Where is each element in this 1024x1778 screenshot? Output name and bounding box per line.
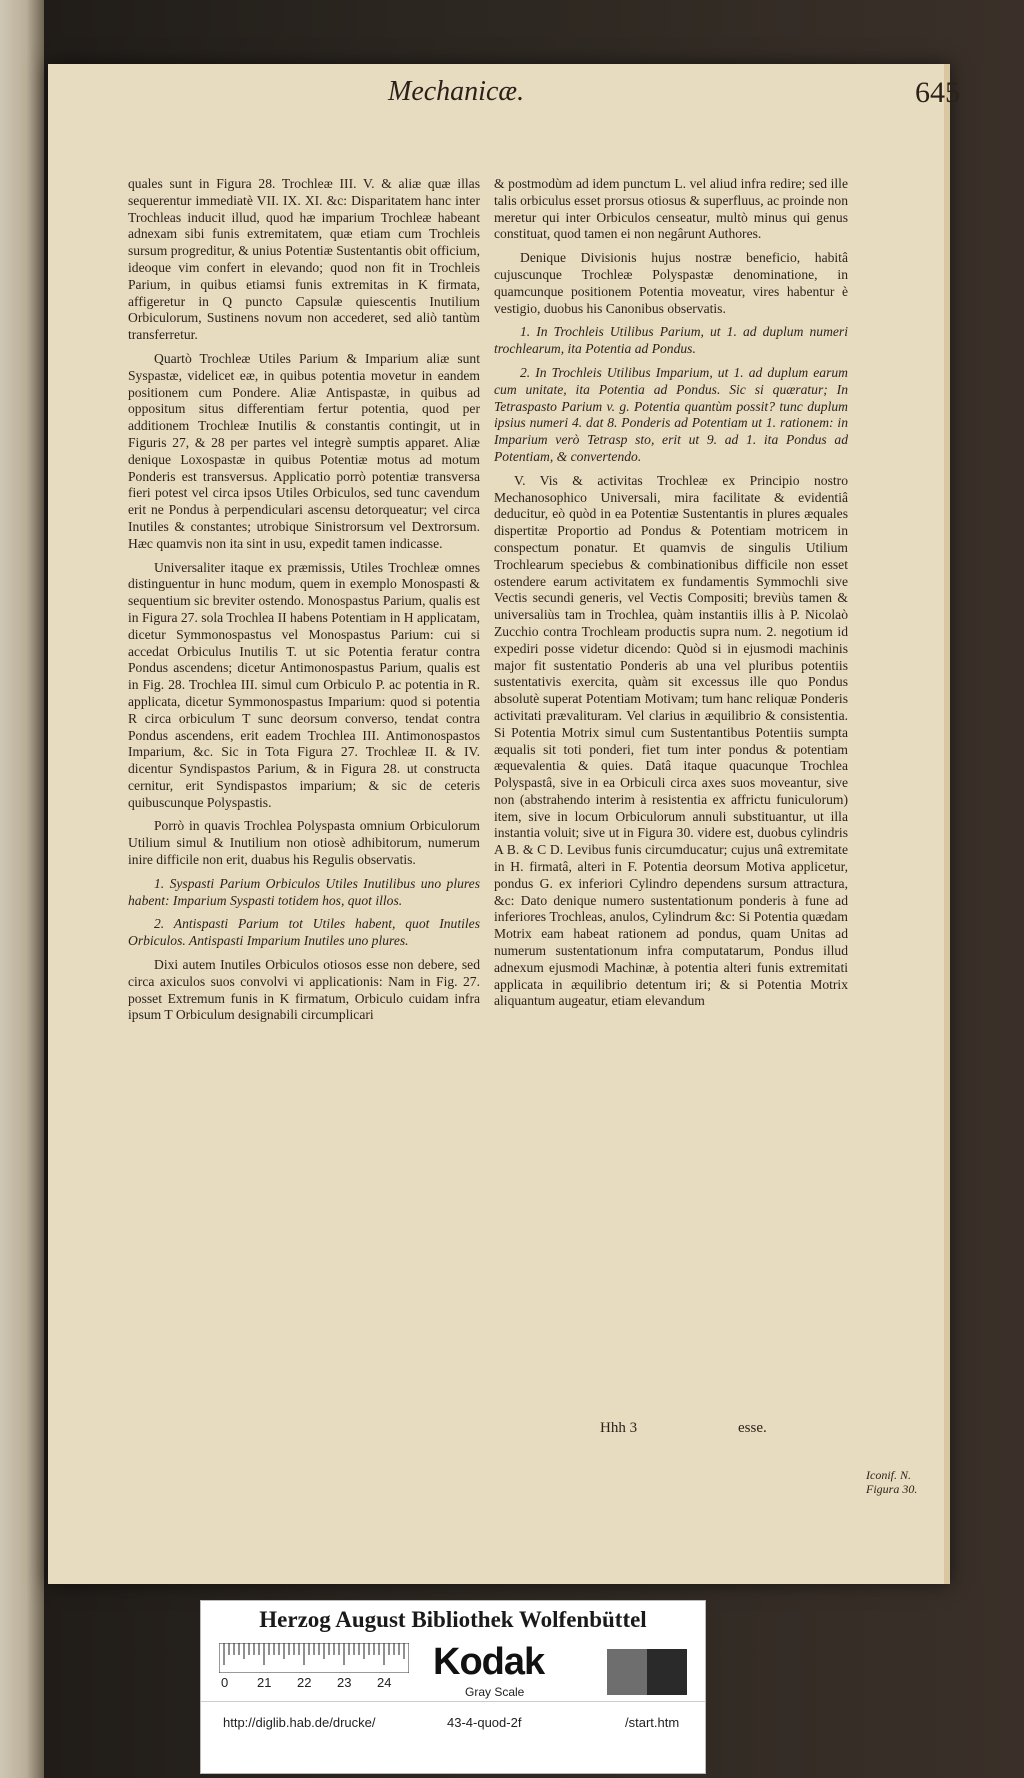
paragraph: Universaliter itaque ex præmissis, Utiles Trochleæ omnes distinguentur in hunc modum, quem in exemplo Monospasti & sequentium sic breviter ostendo. Monospastus Parium, qualis est in Figura 27. sola Trochlea II habens Potentiam in H applicatam, dicetur Symmonospastus vel Monospastus Parium: cui si accedat Orbiculus Inutilis T. ut sic Potentia feratur contra Pondus ascendens; dicetur Antimonospastus Parium, qualis est in Fig. 28. Trochlea III. simul cum Orbiculo P. ac potentia in R. applicata, dicetur Symmonospastus Imparium: quod si potentia R circa orbiculum T sunc deorsum converso, tendat contra Pondus ascendens, erit eadem Trochlea III. Antimonospastos Imparium, &c. Sic in Tota Figura 27. Trochleæ II. & IV. dicentur Syndispastos Parium, & in Figura 28. ut constructa cernitur, erit Syndispastos imparium; & sic de ceteris quibuscunque Polyspastis.: [128, 559, 480, 810]
signature-mark: Hhh 3: [600, 1420, 638, 1436]
rule-paragraph: 2. Antispasti Parium tot Utiles habent, quot Inutiles Orbiculos. Antispasti Imparium Inutiles uno plures.: [128, 916, 480, 949]
plate-divider: [201, 1701, 705, 1702]
page-header: [48, 76, 976, 120]
dark-swatch: [647, 1649, 687, 1695]
ruler-number: 21: [257, 1675, 272, 1690]
url-suffix: /start.htm: [625, 1715, 680, 1730]
ruler-number: 24: [377, 1675, 392, 1690]
ruler-scale: [219, 1643, 409, 1673]
library-name: Herzog August Bibliothek Wolfenbüttel: [259, 1607, 647, 1632]
gray-swatch: [607, 1649, 647, 1695]
left-column: [128, 176, 480, 1031]
paragraph: quales sunt in Figura 28. Trochleæ III. V. & aliæ quæ illas sequerentur immediatè VII. IX. XI. &c: Disparitatem hanc inter Trochleas inducit illud, quod hæ imparium Trochleæ habeant adnexam sibi funis extremitatem, quæ etiam cum Trochleis sursum progreditur, & unius Potentiæ Sustentantis obit officium, ideoque vim confert in elevando; quod non fit in Trochleis Parium, in quibus etiamsi funis extremitas in K firmata, affigeretur in Q puncto Capsulæ quiescentis Inutilium Orbiculorum, Sustinens novum non accederet, sed aliò tantùm transferretur.: [128, 176, 480, 343]
catchword: esse.: [738, 1420, 767, 1436]
paragraph: & postmodùm ad idem punctum L. vel aliud infra redire; sed ille talis orbiculus esset prorsus otiosus & superfluus, ac proinde non meretur qui inter Orbiculos censeatur, multò minus qui genus constituat, quod tamen ei non negârunt Authores.: [494, 176, 848, 242]
canon-paragraph: 1. In Trochleis Utilibus Parium, ut 1. ad duplum numeri trochlearum, ita Potentia ad Pondus.: [494, 324, 848, 357]
margin-note: Iconif. N. Figura 30.: [866, 1468, 918, 1496]
canon-paragraph: 2. In Trochleis Utilibus Imparium, ut 1. ad duplum earum cum unitate, ita Potentia ad Pondus. Sic si quæratur; In Tetraspasto Parium v. g. Potentia quantùm possit? tunc duplum ipsius numeri 4. dat 8. Ponderis ad Potentiam ut 1. rationem: in Imparium verò Tetrasp sto, erit ut 9. ad 1. ita Pondus ad Potentiam, & convertendo.: [494, 364, 848, 464]
rule-paragraph: 1. Syspasti Parium Orbiculos Utiles Inutilibus uno plures habent: Imparium Syspasti totidem hos, quot illos.: [128, 875, 480, 908]
paragraph: Porrò in quavis Trochlea Polyspasta omnium Orbiculorum Utilium simul & Inutilium non otiosè adhibitorum, numerum inire difficile non erit, duabus his Regulis observatis.: [128, 818, 480, 868]
paragraph: Quartò Trochleæ Utiles Parium & Imparium aliæ sunt Syspastæ, videlicet eæ, in quibus potentia movetur in eandem positionem cum Pondere. Aliæ Antispastæ, in quibus ad oppositum situs differentiam fertur potentia, quod per additionem Trochleæ Inutilis & constantis contingit, ut in Figuris 27, & 28 per partes vel integrè sumptis apparet. Aliæ denique Loxospastæ in quibus Potentiæ motus ad motum Ponderis est transversus. Applicatio porrò potentiæ transversa fieri potest vel circa ipsos Utiles Orbiculos, sed tunc cavendum erit ne Pondus à perpendiculari ascensu detorqueatur; vel circa Inutiles & constantes; utrobique Sinistrorsum vel Dextrorsum. Hæc quamvis non ita sint in usu, expedit tamen indicasse.: [128, 350, 480, 551]
ruler-numbers: [219, 1675, 409, 1691]
paragraph: Dixi autem Inutiles Orbiculos otiosos esse non debere, sed circa axiculos suos convolvi vi applicationis: Nam in Fig. 27. posset Extremum funis in K firmatum, Orbiculo cuidam infra ipsum T Orbiculum designabili circumplicari: [128, 957, 480, 1023]
paragraph: V. Vis & activitas Trochleæ ex Principio nostro Mechanosophico Universali, mira facilitate & evidentiâ deducitur, eò quòd in ea Potentiæ Sustentantis in plures æquales dispertitæ Proportio ad Pondus & Potentiam motricem in conspectum ponatur. Et quamvis de singulis Utilium Trochlearum speciebus & combinationibus difficile non esset ostendere earum activitatem ex fundamentis Symmochli sive Vectis secundi generis, vel Vectis Compositi; breviùs tamen & universaliùs tam in Trochlea, quàm instantiis illis à P. Nicolaò Zucchio contra Trochleam productis supra num. 2. negotium id expediri posse videtur dicendo: Quòd si in ejusmodi machinis major fit sustentatio Ponderis ab una vel pluribus potentiis sustentativis exercita, quàm sit excessus ille quo Pondus absolutè superat Potentiam Motivam; tum hanc reliquæ Ponderis activitati prævalituram. Vel clarius in æquilibrio & consistentia. Si Potentia Motrix simul cum Sustentantibus Potentiis sumpta æqualis sit toti ponderi, fiet tum inter pondus & potentiam æquevalentia & quies. Datâ itaque quacunque Trochlea Polyspastâ, sive in ea Orbiculi circa axes suos moveantur, sive non (abstrahendo interim à resistentia ex affrictu funiculorum) item, sive in locum Orbiculorum annuli substituantur, ut illa instantia voluit; sive ut in Figura 30. videre est, duobus cylindris A B. & C D. Levibus funis circumducatur; cujus unâ extremitate in H. firmatâ, alteri in F. Potentia deorsum Motiva applicetur, pondus G. ex inferiori Cylindro dependens sursum attractura, &c: Dato denique numero sustentationum ponderis à fune ad inferiores Trochleas, anulos, Cylindrum &c: Si Potentia quædam Motrix eam habeat rationem ad pondus, quam Unitas ad numerum sustentationum infra computatarum, Pondus illud adnexum ejusmodi Machinæ, à potentia alteri funis extremitati applicata in æquilibrio detentum iri; & si Potentia Motrix aliquantum augeatur, etiam elevandum: [494, 472, 848, 1009]
kodak-logo: Kodak: [433, 1641, 545, 1683]
facing-page-edge: [0, 0, 44, 1778]
ruler-number: 0: [221, 1675, 229, 1690]
right-column: [494, 176, 848, 1017]
running-title: Mechanicæ.: [388, 76, 525, 107]
paragraph: Denique Divisionis hujus nostræ beneficio, habitâ cujuscunque Trochleæ Polyspastæ denominatione, in quamcunque positionem Potentia moveatur, vires habentur è vestigio, duobus his Canonibus observatis.: [494, 250, 848, 316]
page-number: 645: [915, 76, 960, 109]
gray-scale-label: Gray Scale: [465, 1685, 525, 1699]
ruler-number: 23: [337, 1675, 352, 1690]
library-color-plate: [200, 1600, 706, 1774]
ruler-number: 22: [297, 1675, 312, 1690]
shelfmark: 43-4-quod-2f: [447, 1715, 522, 1730]
library-url: http://diglib.hab.de/drucke/: [223, 1715, 376, 1730]
